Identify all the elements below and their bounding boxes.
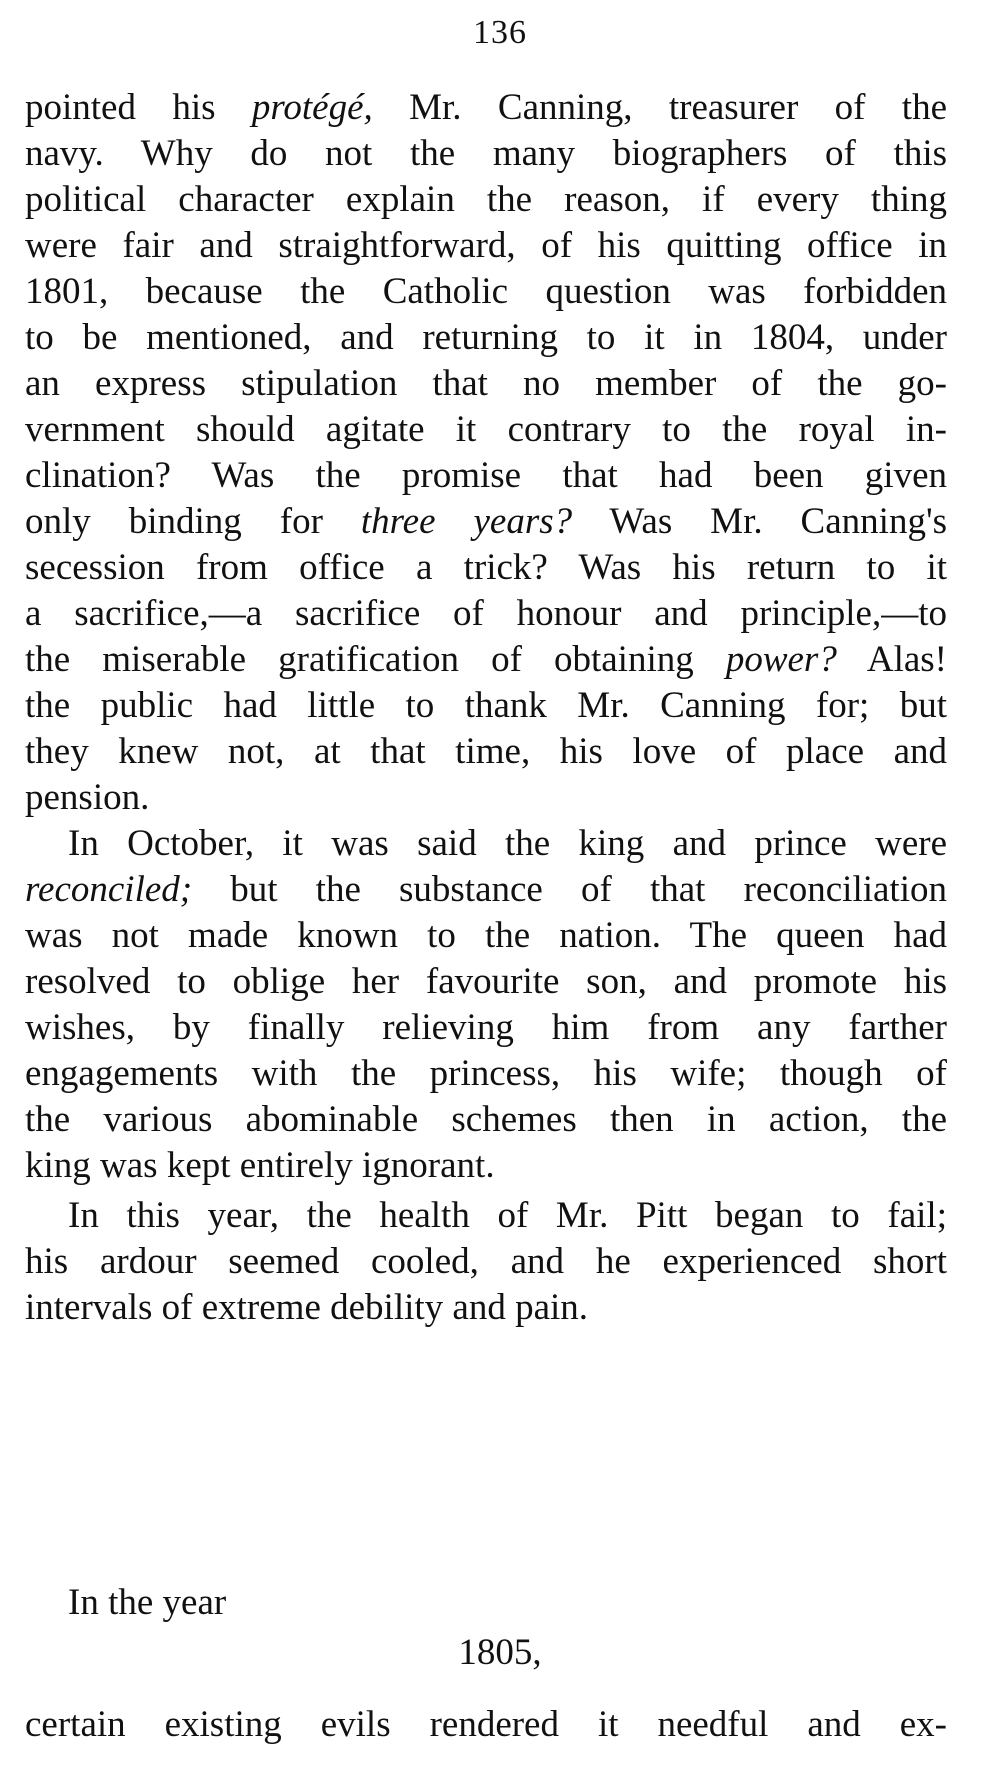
text-line (25, 177, 947, 223)
text-segment: wishes, by finally relieving him from any farther (25, 1007, 947, 1048)
text-segment: to be mentioned, and returning to it in 1804, under (25, 317, 947, 358)
text-segment: intervals of extreme debility and pain. (25, 1287, 589, 1328)
text-segment: an express stipulation that no member of the go- (25, 363, 947, 404)
text-line (25, 775, 947, 821)
page-number: 136 (473, 14, 527, 51)
text-segment: resolved to oblige her favourite son, and promote his (25, 961, 947, 1002)
text-line (25, 683, 947, 729)
text-segment: the public had little to thank Mr. Canning for; but (25, 685, 947, 726)
text-line (25, 1051, 947, 1097)
text-segment: only binding for (25, 501, 361, 542)
text-segment: king was kept entirely ignorant. (25, 1145, 495, 1186)
text-segment: the various abominable schemes then in action, the (25, 1099, 947, 1140)
text-line (25, 1285, 947, 1331)
text-segment: certain existing evils rendered it needful and ex- (25, 1704, 947, 1745)
text-line (25, 407, 947, 453)
text-line (25, 453, 947, 499)
text-segment: a sacrifice,—a sacrifice of honour and principle,—to (25, 593, 947, 634)
text-line (25, 361, 947, 407)
text-line (25, 269, 947, 315)
text-segment: political character explain the reason, if every thing (25, 179, 947, 220)
text-segment: they knew not, at that time, his love of place and (25, 731, 947, 772)
italic-text: protégé, (251, 87, 373, 128)
text-segment: was not made known to the nation. The queen had (25, 915, 947, 956)
text-segment: In this year, the health of Mr. Pitt began to fail; (68, 1195, 947, 1236)
text-segment: vernment should agitate it contrary to the royal in- (25, 409, 947, 450)
text-line (25, 591, 947, 637)
text-line (25, 637, 947, 683)
text-segment: pointed his (25, 87, 252, 128)
italic-text: reconciled; (25, 869, 193, 910)
text-segment: but the substance of that reconciliation (192, 869, 947, 910)
text-line (25, 1143, 947, 1189)
text-segment: pension. (25, 777, 150, 818)
text-segment: Was Mr. Canning's (572, 501, 948, 542)
text-segment: navy. Why do not the many biographers of this (25, 133, 947, 174)
italic-text: power? (725, 639, 837, 680)
year-heading: 1805, (458, 1632, 542, 1673)
text-line (25, 545, 947, 591)
text-segment: the miserable gratification of obtaining (25, 639, 726, 680)
text-segment: his ardour seemed cooled, and he experienced short (25, 1241, 947, 1282)
text-segment: 1801, because the Catholic question was forbidden (25, 271, 947, 312)
text-segment: engagements with the princess, his wife; though of (25, 1053, 947, 1094)
text-line (25, 499, 947, 545)
text-segment: Mr. Canning, treasurer of the (372, 87, 947, 128)
text-line (25, 1097, 947, 1143)
text-line (68, 821, 947, 867)
text-line (25, 913, 947, 959)
text-segment: secession from office a trick? Was his return to it (25, 547, 947, 588)
text-line (25, 131, 947, 177)
final-text-line (25, 1702, 947, 1748)
text-segment: In October, it was said the king and prince were (68, 823, 947, 864)
text-line (25, 1239, 947, 1285)
text-line (25, 729, 947, 775)
text-line (25, 867, 947, 913)
text-line (25, 223, 947, 269)
text-segment: Alas! (836, 639, 947, 680)
year-lead-in: In the year (68, 1582, 227, 1623)
text-line (25, 959, 947, 1005)
text-line (25, 85, 947, 131)
text-line (25, 1005, 947, 1051)
text-line (25, 315, 947, 361)
text-segment: clination? Was the promise that had been given (25, 455, 947, 496)
italic-text: three years? (360, 501, 573, 542)
text-line (68, 1193, 947, 1239)
text-segment: were fair and straightforward, of his quitting office in (25, 225, 947, 266)
